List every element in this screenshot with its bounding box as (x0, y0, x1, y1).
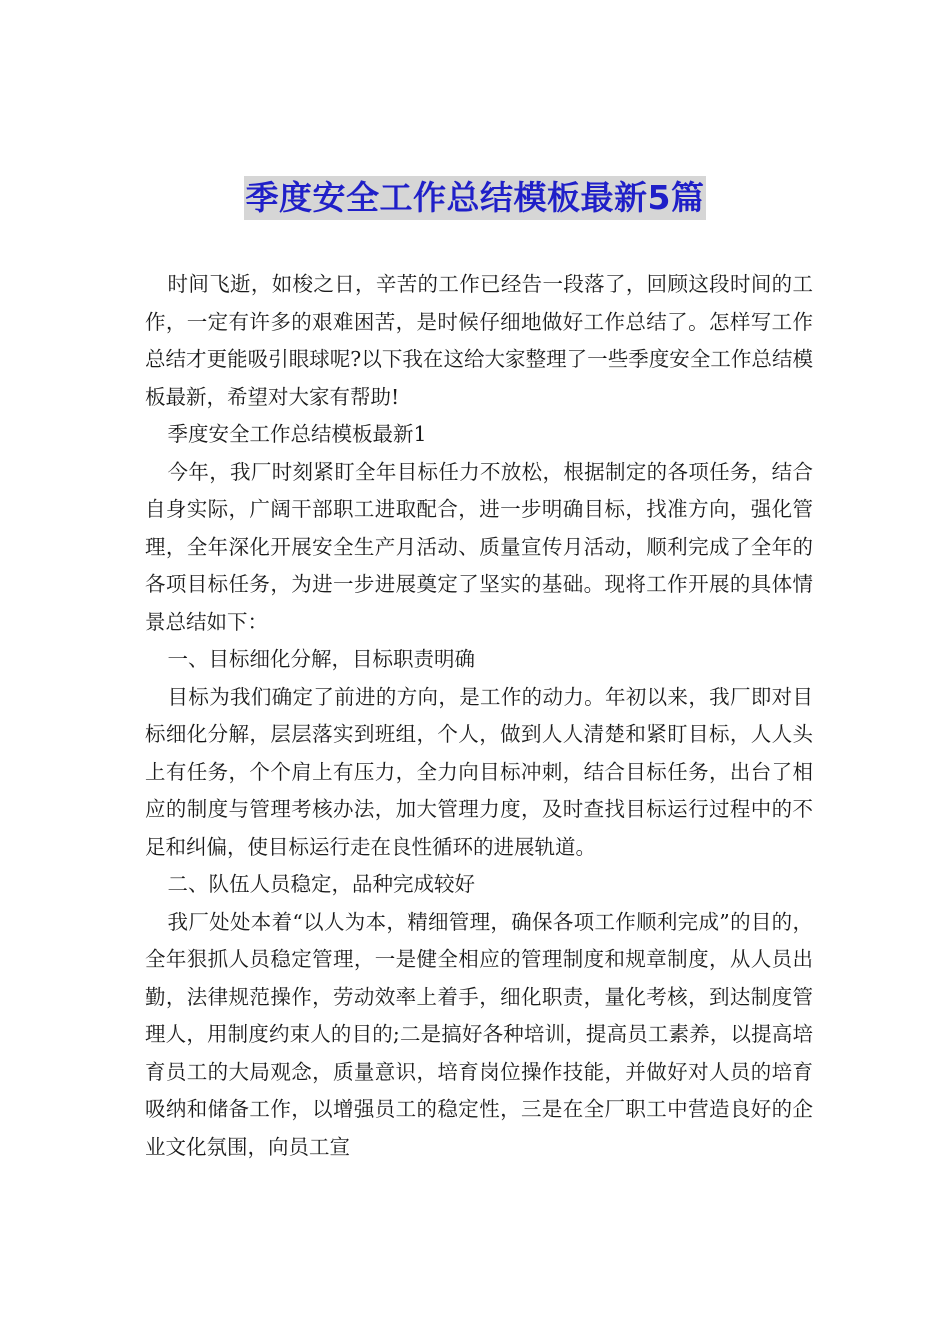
body-paragraph: 目标为我们确定了前进的方向，是工作的动力。年初以来，我厂即对目标细化分解，层层落实到班组，个人，做到人人清楚和紧盯目标，人人头上有任务，个个肩上有压力，全力向目标冲刺，结合目标任务，出台了相应的制度与管理考核办法，加大管理力度，及时查找目标运行过程中的不足和纠偏，使目标运行走在良性循环的进展轨道。 (145, 684, 813, 859)
subsection-heading-1: 一、目标细化分解，目标职责明确 (167, 647, 476, 671)
intro-paragraph: 时间飞逝，如梭之日，辛苦的工作已经告一段落了，回顾这段时间的工作，一定有许多的艰难困苦，是时候仔细地做好工作总结了。怎样写工作总结才更能吸引眼球呢?以下我在这给大家整理了一些季度安全工作总结模板最新，希望对大家有帮助! (145, 272, 813, 409)
title-container (0, 176, 950, 220)
subsection-heading-2: 二、队伍人员稳定，品种完成较好 (167, 872, 476, 896)
document-body (145, 266, 813, 1166)
document-title: 季度安全工作总结模板最新5篇 (244, 176, 707, 220)
section-heading-1: 季度安全工作总结模板最新1 (167, 422, 427, 446)
body-paragraph: 今年，我厂时刻紧盯全年目标任力不放松，根据制定的各项任务，结合自身实际，广阔干部职工进取配合，进一步明确目标，找准方向，强化管理，全年深化开展安全生产月活动、质量宣传月活动，顺利完成了全年的各项目标任务，为进一步进展奠定了坚实的基础。现将工作开展的具体情景总结如下： (145, 459, 813, 634)
body-paragraph: 我厂处处本着“以人为本，精细管理，确保各项工作顺利完成”的目的，全年狠抓人员稳定管理，一是健全相应的管理制度和规章制度，从人员出勤，法律规范操作，劳动效率上着手，细化职责，量化考核，到达制度管理人，用制度约束人的目的;二是搞好各种培训，提高员工素养，以提高培育员工的大局观念，质量意识，培育岗位操作技能，并做好对人员的培育吸纳和储备工作，以增强员工的稳定性，三是在全厂职工中营造良好的企业文化氛围，向员工宣 (145, 909, 813, 1159)
